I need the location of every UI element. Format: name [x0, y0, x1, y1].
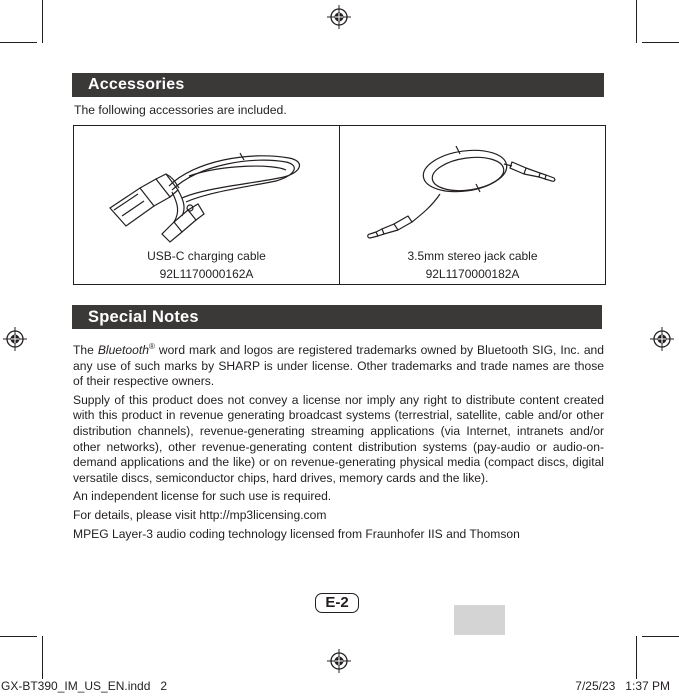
registration-mark-icon — [649, 326, 675, 352]
trademark-brand: Bluetooth — [97, 343, 149, 357]
jack-cable-part-number: 92L1170000182A — [425, 267, 520, 281]
crop-mark — [42, 636, 43, 679]
jack-cable-name: 3.5mm stereo jack cable — [407, 249, 538, 263]
page-number-badge: E-2 — [315, 593, 359, 613]
usb-c-cable-part-number: 92L1170000162A — [159, 267, 254, 281]
accessories-heading: Accessories — [72, 73, 604, 97]
trademark-paragraph — [73, 343, 604, 390]
usb-c-cable-icon — [74, 126, 345, 246]
crop-mark — [42, 0, 43, 43]
crop-mark — [636, 0, 637, 43]
crop-mark — [636, 636, 637, 679]
accessory-cell-usb-c — [74, 126, 339, 284]
accessories-intro: The following accessories are included. — [74, 103, 287, 117]
supply-paragraph: Supply of this product does not convey a license nor imply any right to distribute content created with this product in revenue generating broadcast systems (terrestrial, satellite, cable and/or other distribution channels), revenue-generating streaming applications (via Internet, intranets and/or other networks), other revenue-generating content distribution systems (pay-audio or audio-on-demand applications and the like) or on revenue-generating physical media (compact discs, digital versatile discs, semiconductor chips, hard drives, memory cards and the like). — [73, 392, 604, 485]
gray-tab-marker — [454, 605, 505, 635]
usb-c-cable-name: USB-C charging cable — [147, 249, 266, 263]
registered-symbol: ® — [148, 341, 155, 351]
crop-mark — [642, 42, 679, 43]
crop-mark — [0, 42, 37, 43]
mpeg-paragraph: MPEG Layer-3 audio coding technology licensed from Fraunhofer IIS and Thomson — [73, 526, 520, 541]
registration-mark-icon — [326, 4, 352, 30]
footer-timestamp: 7/25/23 1:37 PM — [575, 679, 670, 693]
stereo-jack-cable-icon — [340, 126, 601, 246]
accessories-table — [73, 125, 606, 285]
trademark-post: word mark and logos are registered trademarks owned by Bluetooth SIG, Inc. and any use of such marks by SHARP is under license. Other trademarks and trade names are those of their respective owners. — [73, 343, 604, 389]
special-notes-body — [73, 343, 604, 545]
registration-mark-icon — [2, 326, 28, 352]
license-required-paragraph: An independent license for such use is required. — [73, 489, 332, 504]
crop-mark — [642, 636, 679, 637]
details-paragraph: For details, please visit http://mp3licensing.com — [73, 507, 327, 522]
registration-mark-icon — [326, 648, 352, 674]
trademark-pre: The — [73, 343, 98, 357]
footer-filename: GX-BT390_IM_US_EN.indd 2 — [1, 679, 168, 693]
special-notes-heading: Special Notes — [72, 305, 602, 329]
crop-mark — [0, 636, 37, 637]
accessory-cell-jack — [339, 126, 605, 284]
